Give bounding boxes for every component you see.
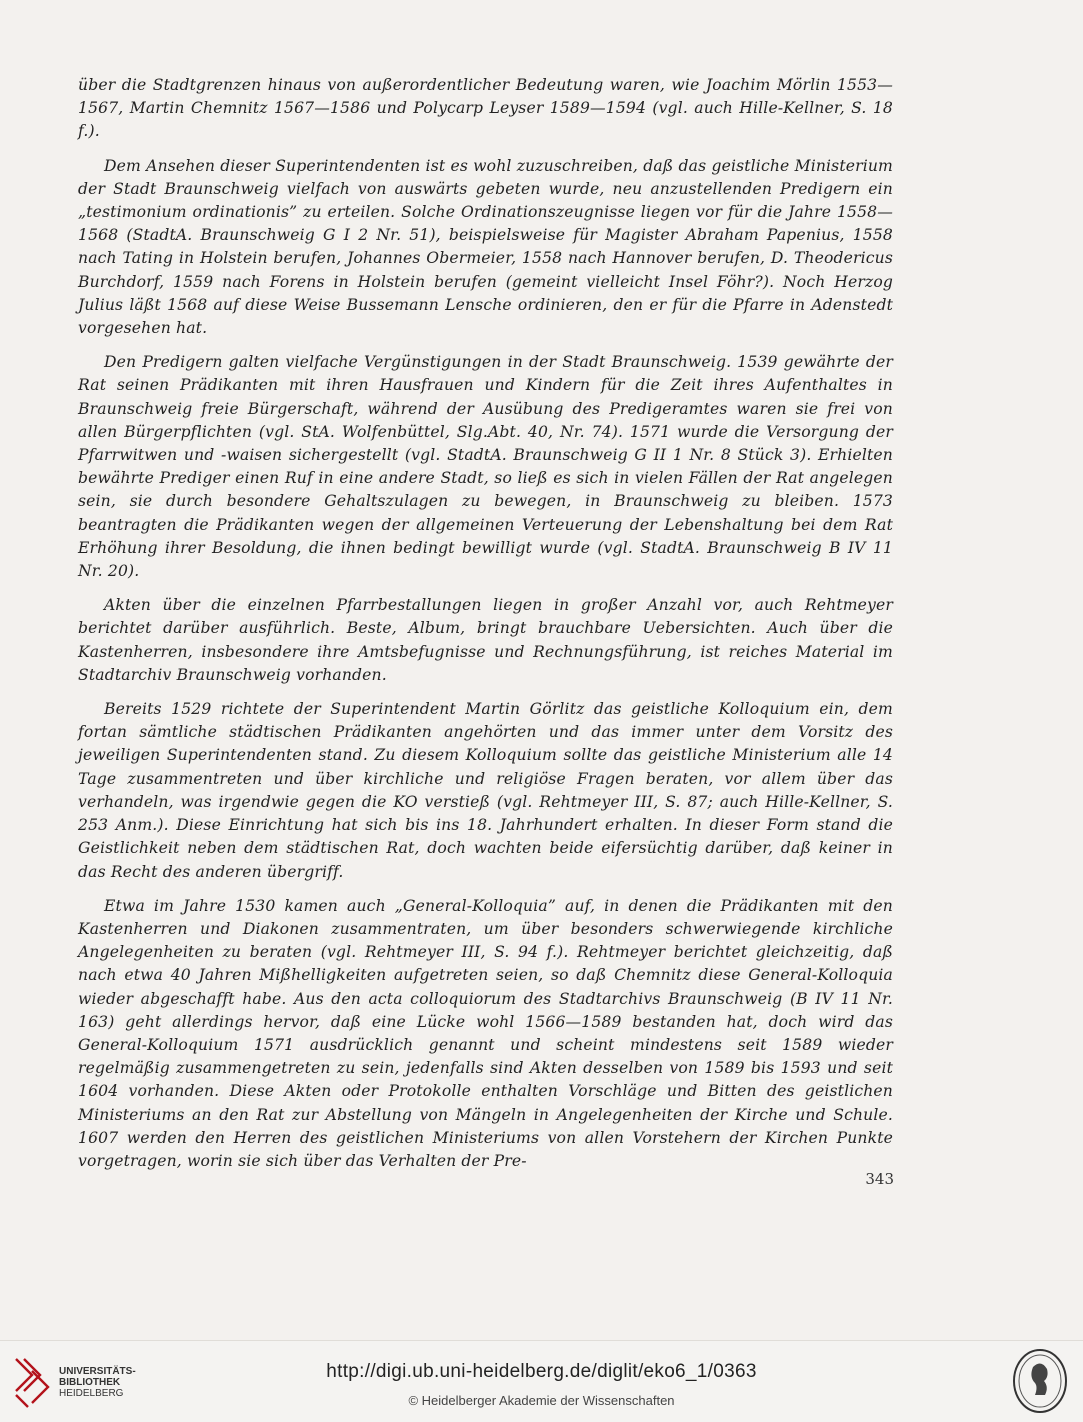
paragraph-6: Etwa im Jahre 1530 kamen auch „General-Kolloquia” auf, in denen die Prädikanten mit den Kastenherren und Diakonen zusammentraten, um über besonders schwerwiegende kirchliche Angelegenheiten zu beraten (vgl. Rehtmeyer III, S. 94 f.). Rehtmeyer berichtet gleichzeitig, daß nach etwa 40 Jahren Mißhelligkeiten aufgetreten seien, so daß Chemnitz diese General-Kolloquia wieder abgeschafft habe. Aus den acta colloquiorum des Stadtarchivs Braunschweig (B IV 11 Nr. 163) geht allerdings hervor, daß eine Lücke wohl 1566—1589 bestanden hat, doch wird das General-Kolloquium 1571 ausdrücklich genannt und scheint mindestens seit 1589 wieder regelmäßig zusammengetreten zu sein, jedenfalls sind Akten desselben von 1589 bis 1593 und seit 1604 vorhanden. Diese Akten oder Protokolle enthalten Vorschläge und Bitten des geistlichen Ministeriums an den Rat zur Abstellung von Mängeln in Angelegenheiten der Kirche und Schule. 1607 werden den Herren des geistlichen Ministeriums von allen Vorstehern der Kirchen Punkte vorgetragen, worin sie sich über das Verhalten der Pre- xyxy=(78,896,893,1170)
body-text xyxy=(78,74,893,1184)
footer-bar xyxy=(0,1340,1083,1422)
paragraph-1: über die Stadtgrenzen hinaus von außerordentlicher Bedeutung waren, wie Joachim Mörlin 1553—1567, Martin Chemnitz 1567—1586 und Polycarp Leyser 1589—1594 (vgl. auch Hille-Kellner, S. 18 f.). xyxy=(78,76,893,141)
paragraph-4: Akten über die einzelnen Pfarrbestallungen liegen in großer Anzahl vor, auch Rehtmeyer berichtet darüber ausführlich. Beste, Album, bringt brauchbare Uebersichten. Auch über die Kastenherren, insbesondere ihre Amtsbefugnisse und Rechnungsführung, ist reiches Material im Stadtarchiv Braunschweig vorhanden. xyxy=(78,596,893,684)
paragraph-5: Bereits 1529 richtete der Superintendent Martin Görlitz das geistliche Kolloquium ein, dem fortan sämtliche städtischen Prädikanten angehörten und das immer unter dem Vorsitz des jeweiligen Superintendenten stand. Zu diesem Kolloquium sollte das geistliche Ministerium alle 14 Tage zusammentreten und über kirchliche und religiöse Fragen beraten, vor allem über das verhandeln, was irgendwie gegen die KO verstieß (vgl. Rehtmeyer III, S. 87; auch Hille-Kellner, S. 253 Anm.). Diese Einrichtung hat sich bis ins 18. Jahrhundert erhalten. In dieser Form stand die Geistlichkeit neben dem städtischen Rat, doch wachten beide eifersüchtig darüber, daß keiner in das Recht des anderen übergriff. xyxy=(78,700,893,881)
page-number: 343 xyxy=(865,1170,894,1188)
paragraph-2: Dem Ansehen dieser Superintendenten ist es wohl zuzuschreiben, daß das geistliche Ministerium der Stadt Braunschweig vielfach von auswärts gebeten wurde, neu anzustellenden Predigern ein „testimonium ordinationis” zu erteilen. Solche Ordinationszeugnisse liegen vor für die Jahre 1558—1568 (StadtA. Braunschweig G I 2 Nr. 51), beispielsweise für Magister Abraham Papenius, 1558 nach Tating in Holstein berufen, Johannes Obermeier, 1558 nach Hannover berufen, D. Theodericus Burchdorf, 1559 nach Forens in Holstein berufen (gemeint vielleicht Insel Föhr?). Noch Herzog Julius läßt 1568 auf diese Weise Bussemann Lensche ordinieren, den er für die Pfarre in Adenstedt vorgesehen hat. xyxy=(78,156,893,338)
logo-line-3: HEIDELBERG xyxy=(59,1388,124,1399)
academy-seal-icon xyxy=(1011,1347,1069,1415)
permalink-url[interactable]: http://digi.ub.uni-heidelberg.de/diglit/eko6_1/0363 xyxy=(326,1361,757,1382)
copyright-notice: © Heidelberger Akademie der Wissenschaften xyxy=(408,1393,675,1408)
paragraph-3: Den Predigern galten vielfache Vergünstigungen in der Stadt Braunschweig. 1539 gewährte der Rat seinen Prädikanten mit ihren Hausfrauen und Kindern für die Zeit ihres Aufenthaltes in Braunschweig freie Bürgerschaft, während der Ausübung des Predigeramtes waren sie frei von allen Bürgerpflichten (vgl. StA. Wolfenbüttel, Slg.Abt. 40, Nr. 74). 1571 wurde die Versorgung der Pfarrwitwen und -waisen sichergestellt (vgl. StadtA. Braunschweig G II 1 Nr. 8 Stück 3). Erhielten bewährte Prediger einen Ruf in eine andere Stadt, so ließ es sich in vielen Fällen der Rat angelegen sein, sie durch besondere Gehaltszulagen zu bewegen, in Braunschweig zu bleiben. 1573 beantragten die Prädikanten wegen der allgemeinen Verteuerung der Lebenshaltung bei dem Rat Erhöhung ihrer Besoldung, die ihnen bedingt bewilligt wurde (vgl. StadtA. Braunschweig B IV 11 Nr. 20). xyxy=(78,353,893,581)
logo-line-1: UNIVERSITÄTS- xyxy=(59,1366,136,1377)
logo-line-2: BIBLIOTHEK xyxy=(59,1377,121,1388)
